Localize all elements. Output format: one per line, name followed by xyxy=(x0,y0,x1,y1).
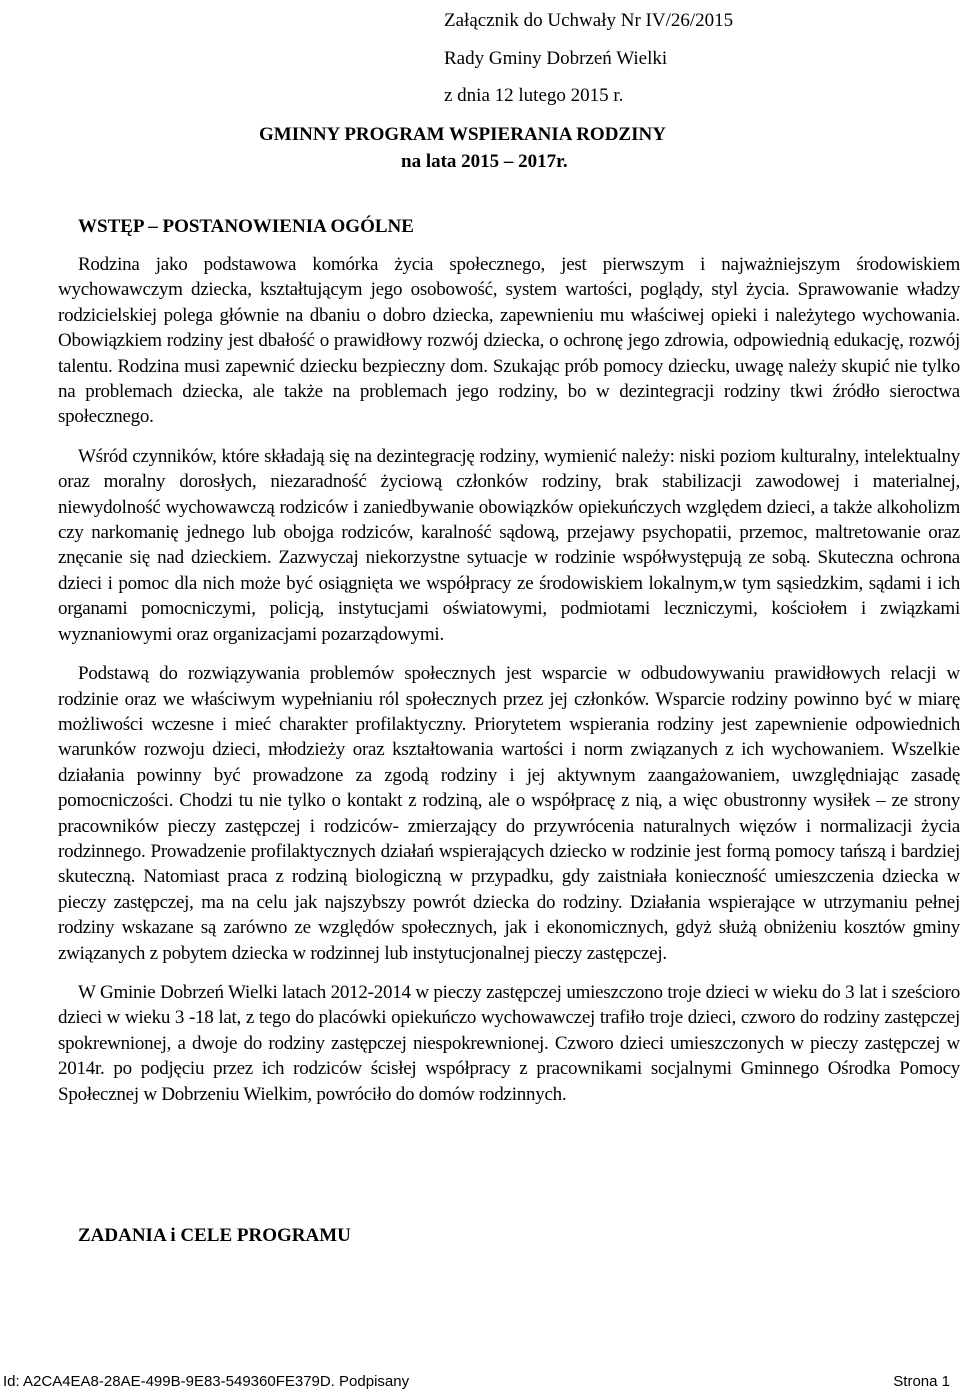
paragraph: W Gminie Dobrzeń Wielki latach 2012-2014 w pieczy zastępczej umieszczono troje dzieci w wieku do 3 lat i sześcioro dzieci w wieku 3 -18 lat, z tego do placówki opiekuńczo wychowawczej trafiło troje dzieci, czworo do rodziny zastępczej spokrewnionej, a dwoje do rodziny zastępczej niespokrewnionej. Czworo dzieci umieszczonych w pieczy zastępczej w 2014r. po podjęciu przez ich rodziców ścisłej współpracy z pracownikami socjalnymi Gminnego Ośrodka Pomocy Społecznej w Dobrzeniu Wielkim, powróciło do domów rodzinnych. xyxy=(58,981,960,1105)
document-body xyxy=(58,252,960,1121)
section-heading-intro: WSTĘP – POSTANOWIENIA OGÓLNE xyxy=(78,216,414,237)
attachment-line-3: z dnia 12 lutego 2015 r. xyxy=(444,85,624,106)
title-line-1: GMINNY PROGRAM WSPIERANIA RODZINY xyxy=(259,124,666,145)
paragraph: Wśród czynników, które składają się na dezintegrację rodziny, wymienić należy: niski poziom kulturalny, intelektualny oraz moralny dorosłych, niezaradność życiową członków rodziny, brak stabilizacji zawodowej i materialnej, niewydolność wychowawczą rodziców i zaniedbywanie obowiązków opiekuńczych względem dzieci, a także alkoholizm czy narkomanię jednego lub obojga rodziców, karalność sądową, przejawy psychopatii, przemoc, maltretowanie oraz znęcanie się nad dzieckiem. Zazwyczaj niekorzystne sytuacje w rodzinie współwystępują ze sobą. Skuteczna ochrona dzieci i pomoc dla nich może być osiągnięta we współpracy ze środowiskiem lokalnym,w tym sąsiedzkim, sądami i ich organami pomocniczymi, policją, instytucjami oświatowymi, podmiotami leczniczymi, kościołem i związkami wyznaniowymi oraz organizacjami pozarządowymi. xyxy=(58,445,960,645)
paragraph: Rodzina jako podstawowa komórka życia społecznego, jest pierwszym i najważniejszym środowiskiem wychowawczym dziecka, kształtującym jego osobowość, system wartości, poglądy, styl życia. Sprawowanie władzy rodzicielskiej polega głównie na dbaniu o dobro dziecka, zapewnieniu mu właściwej opieki i należytego wychowania. Obowiązkiem rodziny jest dbałość o prawidłowy rozwój dziecka, o ochronę jego zdrowia, odpowiednią edukację, rozwój talentu. Rodzina musi zapewnić dziecku bezpieczny dom. Szukając prób pomocy dziecku, uwagę należy skupić nie tylko na problemach dziecka, ale także na problemach jego rodziny, bo w dezintegracji rodziny tkwi źródło sieroctwa społecznego. xyxy=(58,254,960,428)
attachment-header xyxy=(444,2,733,115)
title-line-2: na lata 2015 – 2017r. xyxy=(401,151,568,172)
document-id: Id: A2CA4EA8-28AE-499B-9E83-549360FE379D. Podpisany xyxy=(3,1373,410,1390)
section-heading-tasks: ZADANIA i CELE PROGRAMU xyxy=(78,1225,351,1246)
paragraph: Podstawą do rozwiązywania problemów społecznych jest wsparcie w odbudowywaniu prawidłowych relacji w rodzinie oraz we właściwym wypełnianiu ról społecznych przez jej członków. Wsparcie rodziny powinno być w miarę możliwości wczesne i mieć charakter profilaktyczny. Priorytetem wspierania rodziny jest zapewnienie odpowiednich warunków rozwoju dzieci, młodzieży oraz kształtowania wartości i norm związanych z ich wychowaniem. Wszelkie działania powinny być prowadzone za zgodą rodziny i jej aktywnym zaangażowaniem, uwzględniając zasadę pomocniczości. Chodzi tu nie tylko o kontakt z rodziną, ale o współpracę z nią, a więc obustronny wysiłek – ze strony pracowników pieczy zastępczej i rodziców- zmierzający do przywrócenia naturalnych więzów i normalizacji życia rodzinnego. Prowadzenie profilaktycznych działań wspierających dziecko w rodzinie jest formą pomocy tańszą i bardziej skuteczną. Natomiast praca z rodziną biologiczną w przypadku, gdy zaistniała konieczność umieszczenia dziecka w pieczy zastępczej, ma na celu jak najszybszy powrót dziecka do rodziny. Działania wspierające w utrzymaniu pełnej rodziny wskazane są zarówno ze względów społecznych, jak i ekonomicznych, gdyż służą obniżeniu kosztów gminy związanych z pobytem dziecka w rodzinnej lub instytucjonalnej pieczy zastępczej. xyxy=(58,663,960,964)
attachment-line-2: Rady Gminy Dobrzeń Wielki xyxy=(444,47,668,69)
page-number: Strona 1 xyxy=(893,1373,950,1390)
attachment-line-1: Załącznik do Uchwały Nr IV/26/2015 xyxy=(444,10,734,31)
document-title xyxy=(0,121,960,175)
